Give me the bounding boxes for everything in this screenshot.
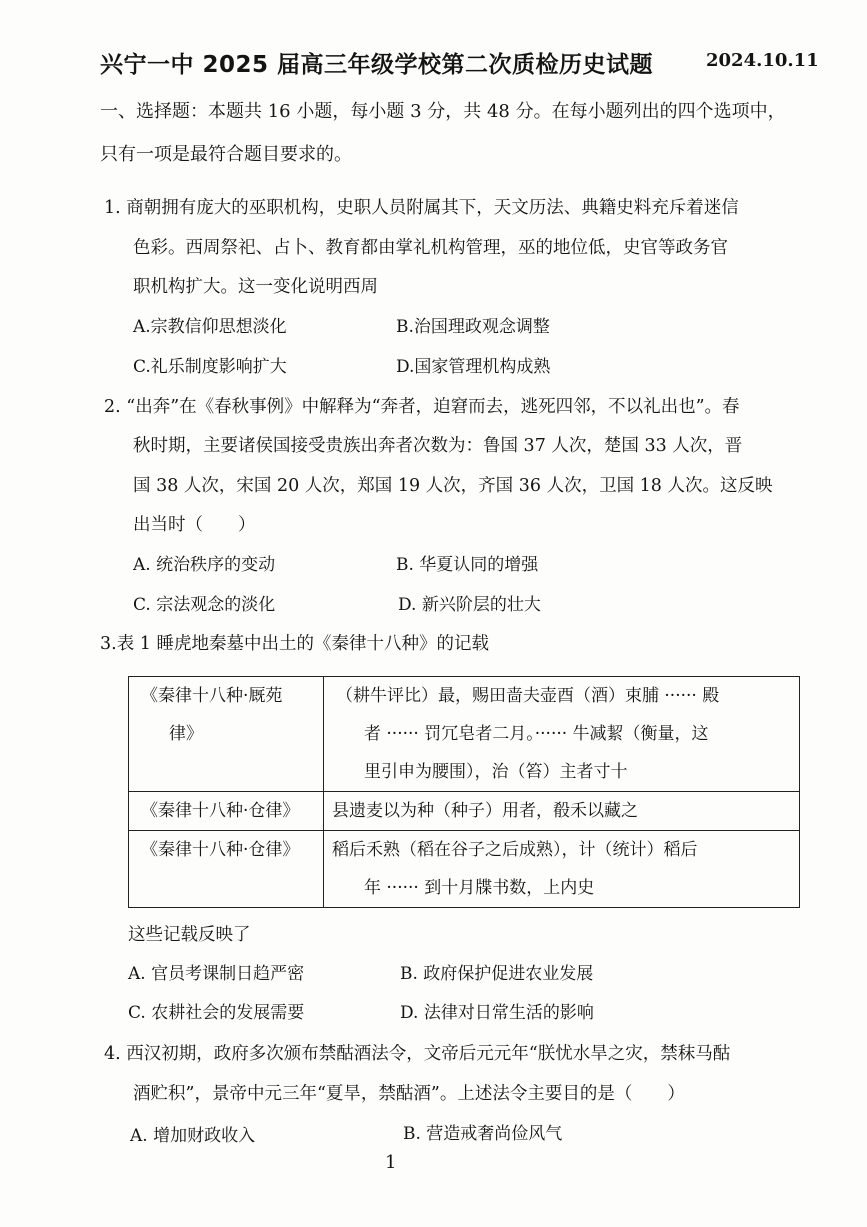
question-4-line-2: 酒贮积”，景帝中元三年“夏旱，禁酤酒”。上述法令主要目的是（ ） <box>133 1084 685 1104</box>
table-cell-source <box>129 677 324 792</box>
question-2-line-1: 2. “出奔”在《春秋事例》中解释为“奔者，迫窘而去，逃死四邻，不以礼出也”。春 <box>104 397 740 417</box>
content-line: 年 ······ 到十月牒书数，上内史 <box>364 878 595 898</box>
question-3-option-b[interactable]: B. 政府保护促进农业发展 <box>400 964 594 984</box>
section-instructions-line-1: 一、选择题：本题共 16 小题，每小题 3 分，共 48 分。在每小题列出的四个选项中， <box>100 101 786 122</box>
question-3-table <box>128 676 800 908</box>
table-row <box>129 677 800 792</box>
page-title: 兴宁一中 2025 届高三年级学校第二次质检历史试题 <box>100 52 654 78</box>
source-line: 《秦律十八种·仓律》 <box>141 840 300 860</box>
question-2-option-d[interactable]: D. 新兴阶层的壮大 <box>398 595 541 615</box>
source-line: 律》 <box>169 724 203 744</box>
question-3-option-d[interactable]: D. 法律对日常生活的影响 <box>400 1003 594 1023</box>
question-1-line-2: 色彩。西周祭祀、占卜、教育都由掌礼机构管理，巫的地位低，史官等政务官 <box>133 238 728 258</box>
question-3-prompt: 这些记载反映了 <box>128 925 251 945</box>
table-row <box>129 831 800 908</box>
table-cell-content <box>324 792 800 831</box>
table-row <box>129 792 800 831</box>
exam-date: 2024.10.11 <box>706 50 819 71</box>
content-line: 者 ······ 罚冗皂者二月。······ 牛减絜（衡量，这 <box>364 724 709 744</box>
question-1-option-a[interactable]: A.宗教信仰思想淡化 <box>133 317 287 337</box>
source-line: 《秦律十八种·厩苑 <box>141 686 283 706</box>
question-1-line-3: 职机构扩大。这一变化说明西周 <box>133 277 378 297</box>
content-line: （耕牛评比）最，赐田啬夫壶酉（酒）束脯 ······ 殿 <box>336 686 720 706</box>
table-cell-content <box>324 831 800 908</box>
section-instructions-line-2: 只有一项是最符合题目要求的。 <box>100 144 352 165</box>
table-cell-content <box>324 677 800 792</box>
content-line: 稻后禾熟（稻在谷子之后成熟），计（统计）稻后 <box>332 840 698 860</box>
content-line: 县遗麦以为种（种子）用者，殽禾以藏之 <box>332 801 638 821</box>
question-2-option-a[interactable]: A. 统治秩序的变动 <box>133 555 276 575</box>
question-1-line-1: 1. 商朝拥有庞大的巫职机构，史职人员附属其下，天文历法、典籍史料充斥着迷信 <box>104 198 739 218</box>
question-4-option-b[interactable]: B. 营造戒奢尚俭风气 <box>403 1124 563 1144</box>
question-2-option-b[interactable]: B. 华夏认同的增强 <box>396 555 539 575</box>
question-1-option-d[interactable]: D.国家管理机构成熟 <box>396 357 551 377</box>
question-2-line-2: 秋时期，主要诸侯国接受贵族出奔者次数为：鲁国 37 人次，楚国 33 人次，晋 <box>133 436 743 456</box>
question-3-option-c[interactable]: C. 农耕社会的发展需要 <box>128 1003 305 1023</box>
question-2-line-3: 国 38 人次，宋国 20 人次，郑国 19 人次，齐国 36 人次，卫国 18 人次。这反映 <box>133 476 773 496</box>
question-3-option-a[interactable]: A. 官员考课制日趋严密 <box>128 964 305 984</box>
table-cell-source <box>129 831 324 908</box>
source-line: 《秦律十八种·仓律》 <box>141 801 300 821</box>
question-2-line-4: 出当时（ ） <box>133 515 256 535</box>
content-line: 里引申为腰围），治（笞）主者寸十 <box>364 762 628 782</box>
question-4-option-a[interactable]: A. 增加财政收入 <box>130 1126 256 1146</box>
question-3-stem: 3.表 1 睡虎地秦墓中出土的《秦律十八种》的记载 <box>100 634 489 654</box>
question-1-option-b[interactable]: B.治国理政观念调整 <box>396 317 550 337</box>
question-4-line-1: 4. 西汉初期，政府多次颁布禁酤酒法令，文帝后元元年“朕忧水旱之灾，禁秣马酤 <box>104 1044 731 1064</box>
question-2-option-c[interactable]: C. 宗法观念的淡化 <box>133 595 276 615</box>
table-cell-source <box>129 792 324 831</box>
page-number: 1 <box>385 1152 397 1173</box>
question-1-option-c[interactable]: C.礼乐制度影响扩大 <box>133 357 287 377</box>
